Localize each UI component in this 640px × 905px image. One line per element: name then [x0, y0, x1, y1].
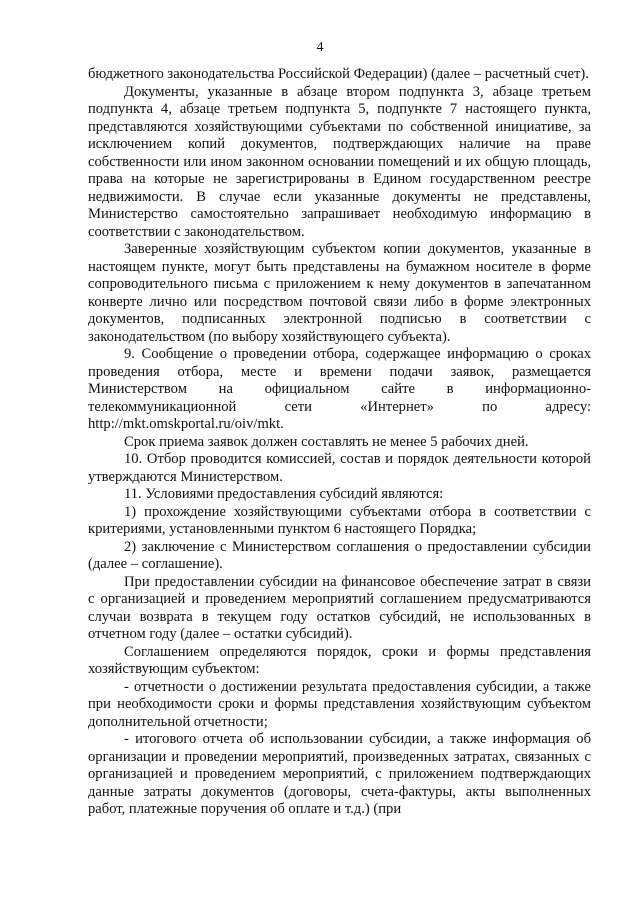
- paragraph-return-of-balances: При предоставлении субсидии на финансовое обеспечение затрат в связи с организацией и проведением мероприятий соглашением предусматриваются случаи возврата в текущем году остатков субсидий, не использованных в отчетном году (далее – остатки субсидий).: [88, 573, 591, 642]
- paragraph-item-10: 10. Отбор проводится комиссией, состав и порядок деятельности которой утверждаются Министерством.: [88, 451, 591, 485]
- paragraph-condition-1: 1) прохождение хозяйствующими субъектами отбора в соответствии с критериями, установленными пунктом 6 настоящего Порядка;: [88, 503, 591, 537]
- paragraph-agreement-defines: Соглашением определяются порядок, сроки и формы представления хозяйствующим субъектом:: [88, 643, 591, 677]
- document-body: [88, 66, 591, 819]
- paragraph-continuation: бюджетного законодательства Российской Федерации) (далее – расчетный счет).: [88, 66, 589, 82]
- paragraph-deadline: Срок приема заявок должен составлять не менее 5 рабочих дней.: [124, 433, 529, 450]
- paragraph-condition-2: 2) заключение с Министерством соглашения о предоставлении субсидии (далее – соглашение).: [88, 538, 591, 572]
- paragraph-reporting-result: - отчетности о достижении результата предоставления субсидии, а также при необходимости сроки и формы представления хозяйствующим субъектом дополнительной отчетности;: [88, 678, 591, 730]
- paragraph-documents-initiative: Документы, указанные в абзаце втором подпункта 3, абзаце третьем подпункта 4, абзаце третьем подпункта 5, подпункте 7 настоящего пункта, представляются хозяйствующими субъектами по собственной инициативе, за исключением копий документов, подтверждающих наличие на праве собственности или ином законном основании помещений и их общую площадь, права на которые не зарегистрированы в Едином государственном реестре недвижимости. В случае если указанные документы не представлены, Министерство самостоятельно запрашивает необходимую информацию в соответствии с законодательством.: [88, 83, 591, 240]
- page-number: 4: [316, 40, 324, 55]
- paragraph-item-9: 9. Сообщение о проведении отбора, содержащее информацию о сроках проведения отбора, месте и времени подачи заявок, размещается Министерством на официальном сайте в информационно-телекоммуникационной сети «Интернет» по адресу: http://mkt.omskportal.ru/oiv/mkt.: [88, 346, 591, 432]
- paragraph-certified-copies: Заверенные хозяйствующим субъектом копии документов, указанные в настоящем пункте, могут быть представлены на бумажном носителе в форме сопроводительного письма с приложением к нему документов в запечатанном конверте лично или посредством почтовой связи либо в форме электронных документов, подписанных электронной подписью в соответствии с законодательством (по выбору хозяйствующего субъекта).: [88, 241, 591, 345]
- paragraph-item-11: 11. Условиями предоставления субсидий являются:: [124, 486, 444, 502]
- paragraph-final-report: - итогового отчета об использовании субсидии, а также информация об организации и проведении мероприятий, произведенных затратах, связанных с организацией и проведением мероприятий, с приложением подтверждающих данные затраты документов (договоры, счета-фактуры, акты выполненных работ, платежные поручения об оплате и т.д.) (при: [88, 731, 591, 817]
